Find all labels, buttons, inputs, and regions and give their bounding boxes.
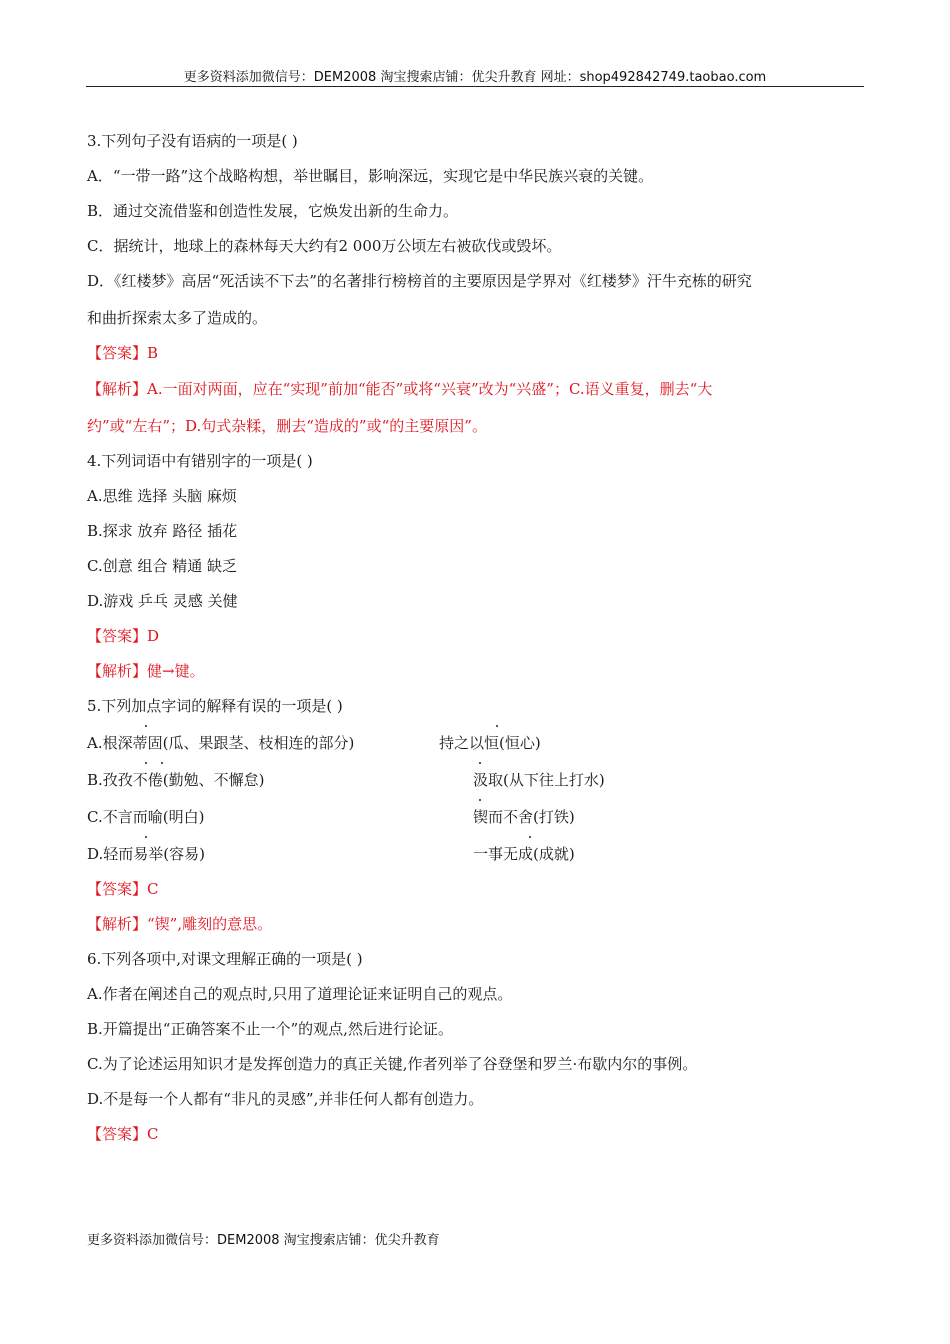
q5-option-b-right: 汲取(从下往上打水) bbox=[473, 771, 605, 789]
emphasis-dot bbox=[145, 836, 147, 838]
q4-option-c: C.创意 组合 精通 缺乏 bbox=[87, 557, 238, 575]
q6-option-b: B.开篇提出“正确答案不止一个”的观点,然后进行论证。 bbox=[87, 1020, 453, 1038]
q6-stem: 6.下列各项中,对课文理解正确的一项是( ) bbox=[87, 950, 363, 968]
q6-option-a: A.作者在阐述自己的观点时,只用了道理论证来证明自己的观点。 bbox=[87, 985, 513, 1003]
q6-option-d: D.不是每一个人都有“非凡的灵感”,并非任何人都有创造力。 bbox=[87, 1090, 484, 1108]
q5-analysis: 【解析】“锲”,雕刻的意思。 bbox=[87, 915, 273, 933]
q3-analysis-line1: 【解析】A.一面对两面，应在“实现”前加“能否”或将“兴衰”改为“兴盛”；C.语义重复，删去“大 bbox=[87, 380, 713, 398]
q3-stem: 3.下列句子没有语病的一项是( ) bbox=[87, 132, 298, 150]
q3-answer: 【答案】B bbox=[87, 344, 159, 362]
q5-option-d-left: D.轻而易举(容易) bbox=[87, 845, 205, 863]
q5-option-a-left: A.根深蒂固(瓜、果跟茎、枝相连的部分) bbox=[87, 734, 355, 752]
q3-option-d-line1: D．《红楼梦》高居“死活读不下去”的名著排行榜榜首的主要原因是学界对《红楼梦》汗牛充栋的研究 bbox=[87, 272, 752, 290]
q5-option-c-right: 锲而不舍(打铁) bbox=[473, 808, 575, 826]
q4-stem: 4.下列词语中有错别字的一项是( ) bbox=[87, 452, 313, 470]
emphasis-dot bbox=[145, 725, 147, 727]
q3-option-a: A．“一带一路”这个战略构想，举世瞩目，影响深远，实现它是中华民族兴衰的关键。 bbox=[87, 167, 654, 185]
q3-analysis-line2: 约”或“左右”；D.句式杂糅，删去“造成的”或“的主要原因”。 bbox=[87, 417, 487, 435]
q3-option-d-line2: 和曲折探索太多了造成的。 bbox=[87, 309, 268, 327]
q4-option-a: A.思维 选择 头脑 麻烦 bbox=[87, 487, 237, 505]
emphasis-dot bbox=[496, 725, 498, 727]
header-divider bbox=[86, 86, 864, 87]
q6-option-c: C.为了论述运用知识才是发挥创造力的真正关键,作者列举了谷登堡和罗兰·布歇内尔的事例。 bbox=[87, 1055, 698, 1073]
q3-option-b: B．通过交流借鉴和创造性发展，它焕发出新的生命力。 bbox=[87, 202, 459, 220]
q5-option-c-left: C.不言而喻(明白) bbox=[87, 808, 205, 826]
q5-option-a-right: 持之以恒(恒心) bbox=[439, 734, 541, 752]
page-header: 更多资料添加微信号：DEM2008 淘宝搜索店铺：优尖升教育 网址：shop492842749.taobao.com bbox=[183, 70, 767, 85]
q5-answer: 【答案】C bbox=[87, 880, 159, 898]
q5-stem: 5.下列加点字词的解释有误的一项是( ) bbox=[87, 697, 343, 715]
q4-option-b: B.探求 放弃 路径 插花 bbox=[87, 522, 238, 540]
emphasis-dot bbox=[161, 762, 163, 764]
q4-analysis: 【解析】健→键。 bbox=[87, 662, 205, 680]
q4-answer: 【答案】D bbox=[87, 627, 160, 645]
emphasis-dot bbox=[479, 799, 481, 801]
emphasis-dot bbox=[145, 762, 147, 764]
q4-option-d: D.游戏 乒乓 灵感 关健 bbox=[87, 592, 238, 610]
page-footer: 更多资料添加微信号：DEM2008 淘宝搜索店铺：优尖升教育 bbox=[87, 1233, 440, 1248]
q5-option-b-left: B.孜孜不倦(勤勉、不懈怠) bbox=[87, 771, 265, 789]
emphasis-dot bbox=[529, 836, 531, 838]
q3-option-c: C．据统计，地球上的森林每天大约有2 000万公顷左右被砍伐或毁坏。 bbox=[87, 237, 562, 255]
q5-option-d-right: 一事无成(成就) bbox=[473, 845, 575, 863]
q6-answer: 【答案】C bbox=[87, 1125, 159, 1143]
emphasis-dot bbox=[479, 762, 481, 764]
